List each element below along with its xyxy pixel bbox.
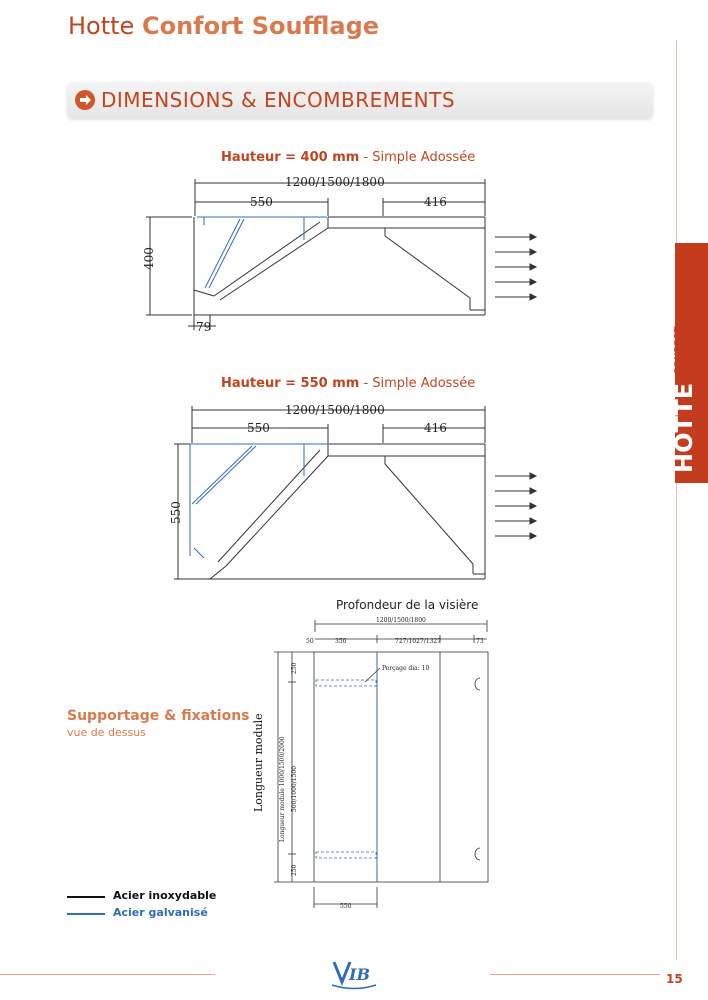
plan-dim-250-top: 250	[291, 662, 298, 674]
diagram2-dim-height: 550	[169, 501, 183, 524]
side-tab-line1: CONFORT	[673, 326, 684, 375]
plan-dim-bottom: 550	[340, 903, 352, 910]
diagram1-dim-height: 400	[142, 247, 156, 270]
diagram2-title	[221, 376, 475, 391]
side-tab-line2: SOUFFLAGE	[684, 315, 695, 375]
legend-line-galva	[67, 913, 105, 915]
legend-inox: Acier inoxydable	[113, 889, 217, 902]
diagram2-dim-left: 550	[247, 421, 270, 435]
airflow-arrows-2	[495, 473, 536, 539]
plan-dim-c: 727/1027/1327	[395, 638, 442, 645]
plan-drawing	[240, 612, 500, 912]
footer-line-right	[490, 974, 660, 975]
plan-dim-250-bottom: 250	[291, 864, 298, 876]
vib-logo	[330, 958, 378, 990]
footer-line-left	[0, 974, 215, 975]
diagram1-dim-right: 416	[424, 195, 447, 209]
diagram1-dim-left: 550	[250, 195, 273, 209]
diagram1-dim-bottom: 79	[196, 320, 212, 334]
diagram1-dim-length: 1200/1500/1800	[285, 175, 385, 189]
side-tab-main: HOTTE	[670, 382, 698, 473]
plan-percage: Perçage dia: 10	[382, 665, 430, 672]
page-title	[68, 12, 379, 40]
diagram2-title-bold: Hauteur = 550 mm	[221, 376, 360, 391]
airflow-arrows	[495, 234, 536, 300]
section-title: DIMENSIONS & ENCOMBREMENTS	[101, 88, 456, 112]
plan-dim-a: 50	[306, 638, 314, 645]
plan-dim-d: 73	[476, 638, 484, 645]
plan-dim-top: 1200/1500/1800	[376, 617, 426, 624]
diagram2-dim-length: 1200/1500/1800	[285, 403, 385, 417]
arrow-circle-icon	[75, 90, 95, 110]
plan-dim-mid: 500/1000/1500	[291, 765, 298, 812]
diagram1-drawing	[130, 170, 550, 335]
diagram1-title	[221, 150, 475, 165]
title-bold: Confort Soufflage	[141, 12, 380, 40]
section-header	[67, 82, 653, 118]
plan-long-label: Longueur module	[252, 713, 265, 812]
support-subtitle: vue de dessus	[67, 726, 146, 739]
diagram1-title-bold: Hauteur = 400 mm	[221, 150, 360, 165]
legend-galva: Acier galvanisé	[113, 906, 208, 919]
side-divider	[676, 40, 677, 960]
plan-dim-b: 350	[335, 638, 347, 645]
legend-line-inox	[67, 896, 105, 898]
plan-title: Profondeur de la visière	[336, 598, 479, 612]
diagram2-drawing	[130, 396, 550, 586]
title-prefix: Hotte	[68, 12, 135, 40]
diagram2-title-rest: - Simple Adossée	[359, 376, 476, 391]
svg-text:IB: IB	[349, 965, 371, 984]
diagram1-title-rest: - Simple Adossée	[359, 150, 476, 165]
support-title: Supportage & fixations	[67, 708, 250, 724]
side-tab-label	[670, 315, 698, 473]
diagram2-dim-right: 416	[424, 421, 447, 435]
side-tab-sub	[673, 315, 695, 375]
plan-long-inner: Longueur module 1000/1500/2000	[279, 736, 286, 842]
page-number: 15	[666, 972, 683, 986]
